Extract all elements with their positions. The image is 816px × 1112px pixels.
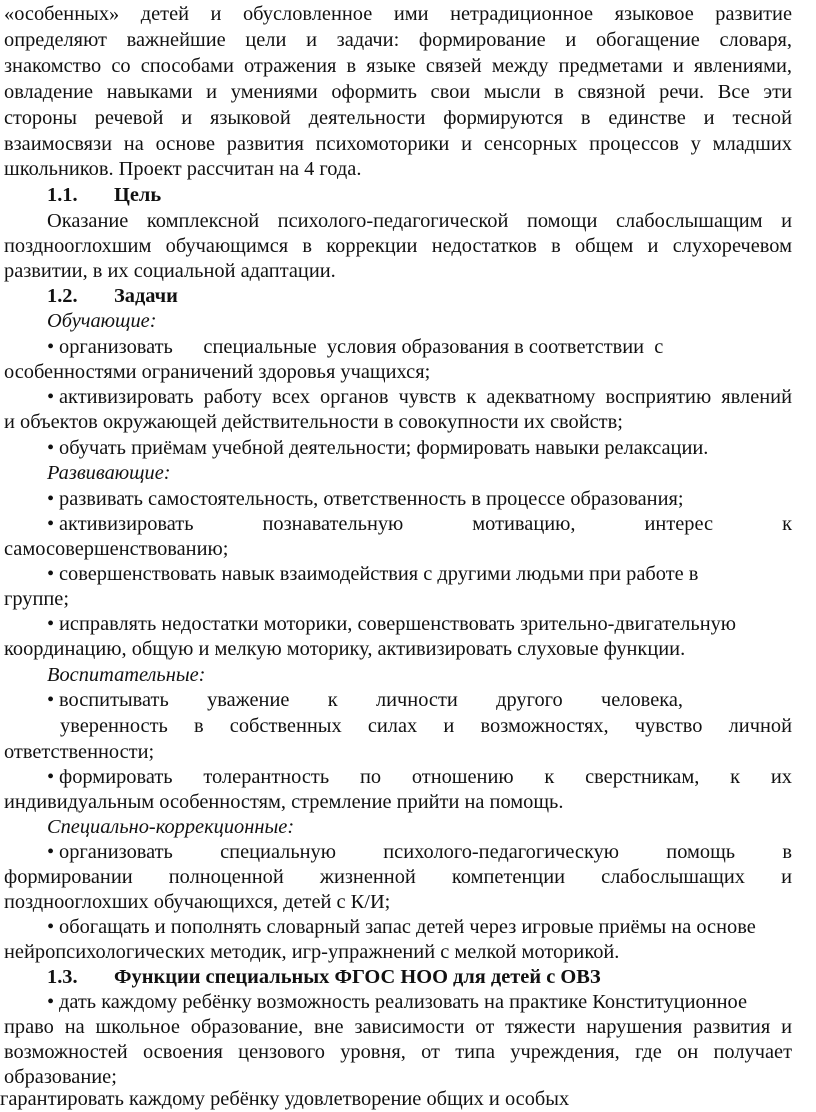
text-line: образование; <box>4 1066 117 1088</box>
text-line: обучать приёмам учебной деятельности; формировать навыки релаксации. <box>59 437 709 459</box>
bullet-item <box>47 840 792 865</box>
section-heading-functions <box>47 965 816 990</box>
text-line: развивать самостоятельность, ответственность в процессе образования; <box>59 488 684 510</box>
bullet-icon: • <box>47 386 55 408</box>
bullet-item <box>47 487 792 512</box>
section-number: 1.3. <box>47 966 78 988</box>
bullet-item <box>47 688 683 713</box>
text-line: нейропсихологических методик, игр-упражнений с мелкой моторикой. <box>4 941 620 963</box>
text-line: формировать толерантность по отношению к сверстникам, к их <box>59 766 792 788</box>
text-line: овладение навыками и умениями оформить свои мысли в связной речи. Все эти <box>4 81 792 103</box>
text-line: воспитывать уважение к личности другого человека, <box>59 689 683 711</box>
text-line: гарантировать каждому ребёнку удовлетворение общих и особых <box>0 1088 570 1110</box>
text-line: определяют важнейшие цели и задачи: формирование и обогащение словаря, <box>4 29 792 51</box>
text-line: Оказание комплексной психолого-педагогической помощи слабослышащим и <box>47 210 792 232</box>
text-line: стороны речевой и языковой деятельности формируются в единстве и тесной <box>4 107 792 129</box>
text-line: ответственности; <box>4 741 155 763</box>
subgroup-title: Обучающие: <box>47 310 157 332</box>
text-line: группе; <box>4 588 70 610</box>
bullet-icon: • <box>47 689 55 711</box>
bullet-item <box>47 385 792 410</box>
bullet-item <box>47 562 773 587</box>
text-line: особенностями ограничений здоровья учащихся; <box>4 361 431 383</box>
text-line: индивидуальным особенностям, стремление прийти на помощь. <box>4 791 564 813</box>
text-line: самосовершенствованию; <box>4 538 229 560</box>
bullet-icon: • <box>47 563 55 585</box>
bullet-item <box>47 436 792 461</box>
subgroup-title: Специально-коррекционные: <box>47 816 295 838</box>
section-title: Функции специальных ФГОС НОО для детей с ОВЗ <box>114 966 601 988</box>
section-title: Цель <box>114 184 162 206</box>
bullet-icon: • <box>47 916 55 938</box>
bullet-icon: • <box>47 841 55 863</box>
text-line: право на школьное образование, вне зависимости от тяжести нарушения развития и <box>4 1016 792 1038</box>
text-line: организовать специальную психолого-педагогическую помощь в <box>59 841 792 863</box>
text-line: уверенность в собственных силах и возможностях, чувство личной <box>60 715 792 737</box>
text-line: «особенных» детей и обусловленное ими нетрадиционное языковое развитие <box>4 3 792 25</box>
text-line: организовать специальные условия образования в соответствии с <box>59 336 664 358</box>
bullet-icon: • <box>47 513 55 535</box>
bullet-item <box>47 915 792 940</box>
bullet-icon: • <box>47 437 55 459</box>
section-heading-goal <box>47 183 816 208</box>
section-heading-tasks <box>47 284 816 309</box>
subgroup-title: Развивающие: <box>47 462 171 484</box>
text-line: совершенствовать навык взаимодействия с другими людьми при работе в <box>59 563 699 585</box>
bullet-item <box>47 765 792 790</box>
text-line: взаимосвязи на основе развития психомоторики и сенсорных процессов у младших <box>4 133 792 155</box>
bullet-item <box>47 612 792 637</box>
text-line: знакомство со способами отражения в языке связей между предметами и явлениями, <box>4 55 792 77</box>
text-line: развитии, в их социальной адаптации. <box>4 260 336 282</box>
text-line: обогащать и пополнять словарный запас детей через игровые приёмы на основе <box>59 916 756 938</box>
bullet-icon: • <box>47 991 55 1013</box>
section-title: Задачи <box>114 285 178 307</box>
bullet-item <box>47 335 792 360</box>
section-number: 1.1. <box>47 184 78 206</box>
bullet-item <box>47 990 792 1015</box>
text-line: и объектов окружающей действительности в совокупности их свойств; <box>4 411 623 433</box>
bullet-icon: • <box>47 613 55 635</box>
text-line: координацию, общую и мелкую моторику, активизировать слуховые функции. <box>4 638 686 660</box>
bullet-icon: • <box>47 766 55 788</box>
bullet-item <box>47 512 792 537</box>
text-line: активизировать познавательную мотивацию, интерес к <box>59 513 792 535</box>
text-line: активизировать работу всех органов чувств к адекватному восприятию явлений <box>59 386 792 408</box>
text-line: формировании полноценной жизненной компетенции слабослышащих и <box>4 866 792 888</box>
bullet-icon: • <box>47 336 55 358</box>
text-line: возможностей освоения цензового уровня, от типа учреждения, где он получает <box>4 1041 792 1063</box>
text-line: позднооглохшим обучающимся в коррекции недостатков в общем и слухоречевом <box>4 235 792 257</box>
text-line: школьников. Проект рассчитан на 4 года. <box>4 158 362 180</box>
text-line: исправлять недостатки моторики, совершенствовать зрительно-двигательную <box>59 613 737 635</box>
bullet-icon: • <box>47 488 55 510</box>
text-line: позднооглохших обучающихся, детей с К/И; <box>4 891 391 913</box>
section-number: 1.2. <box>47 285 78 307</box>
subgroup-title: Воспитательные: <box>47 664 206 686</box>
text-line: дать каждому ребёнку возможность реализовать на практике Конституционное <box>59 991 748 1013</box>
